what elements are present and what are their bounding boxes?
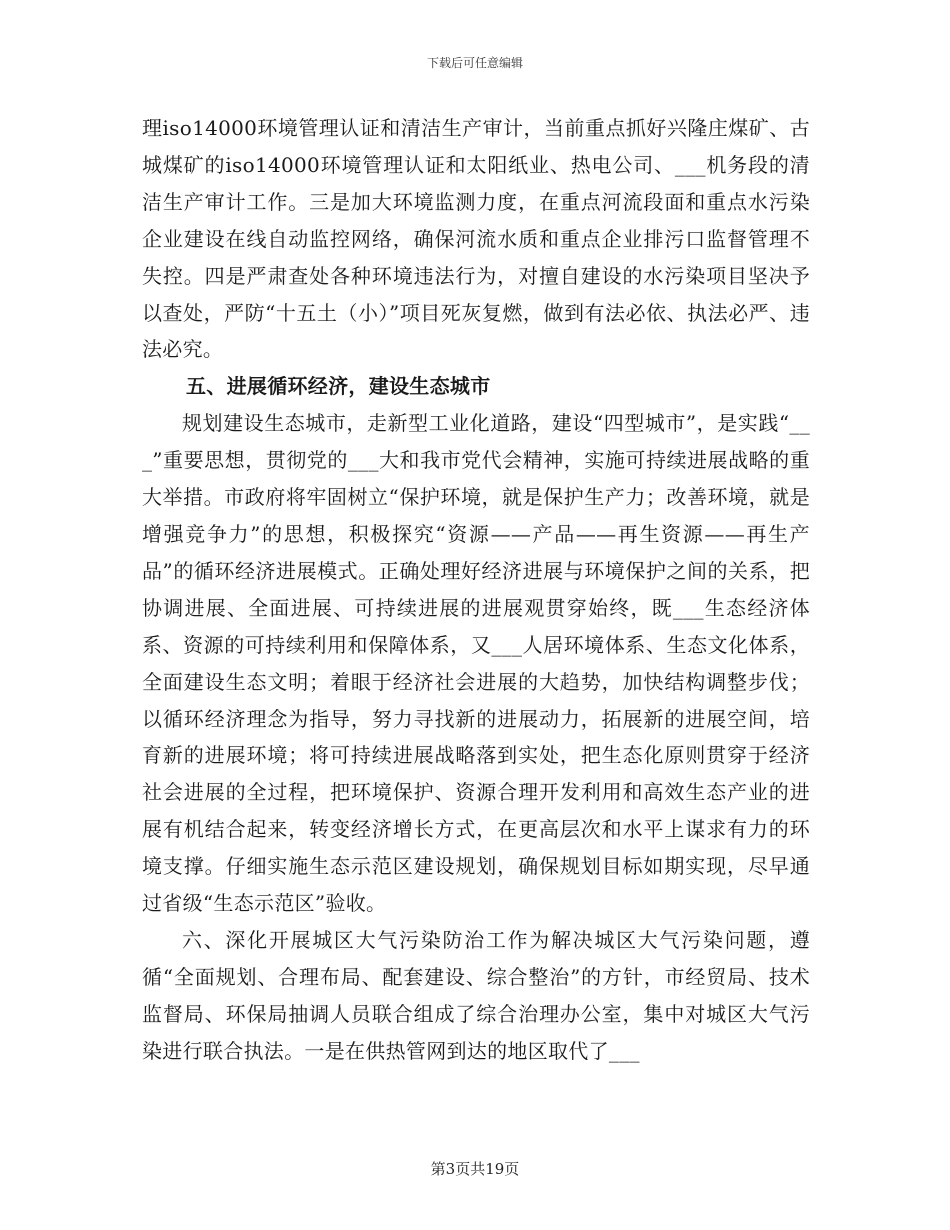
page-number-footer: 第3页共19页 [430, 1160, 520, 1178]
paragraph-ecological-city: 规划建设生态城市，走新型工业化道路，建设“四型城市”，是实践“___”重要思想，贯彻党的___大和我市党代会精神，实施可持续进展战略的重大举措。市政府将牢固树立“保护环境，就是保护生产力；改善环境，就是增强竞争力”的思想，积极探究“资源——产品——再生资源——再生产品”的循环经济进展模式。正确处理好经济进展与环境保护之间的关系，把协调进展、全面进展、可持续进展的进展观贯穿始终，既___生态经济体系、资源的可持续利用和保障体系，又___人居环境体系、生态文化体系，全面建设生态文明；着眼于经济社会进展的大趋势，加快结构调整步伐；以循环经济理念为指导，努力寻找新的进展动力，拓展新的进展空间，培育新的进展环境；将可持续进展战略落到实处，把生态化原则贯穿于经济社会进展的全过程，把环境保护、资源合理开发利用和高效生态产业的进展有机结合起来，转变经济增长方式，在更高层次和水平上谋求有力的环境支撑。仔细实施生态示范区建设规划，确保规划目标如期实现，尽早通过省级“生态示范区”验收。 [142, 411, 810, 916]
paragraph-air-pollution: 六、深化开展城区大气污染防治工作为解决城区大气污染问题，遵循“全面规划、合理布局、配套建设、综合整治”的方针，市经贸局、技术监督局、环保局抽调人员联合组成了综合治理办公室，集中对城区大气污染进行联合执法。一是在供热管网到达的地区取代了___ [142, 927, 810, 1063]
document-body [142, 110, 810, 1070]
section-heading-five: 五、进展循环经济，建设生态城市 [186, 374, 491, 399]
page-header: 下载后可任意编辑 [426, 56, 523, 70]
paragraph-environment-management: 理iso14000环境管理认证和清洁生产审计，当前重点抓好兴隆庄煤矿、古城煤矿的iso14000环境管理认证和太阳纸业、热电公司、___机务段的清洁生产审计工作。三是加大环境监测力度，在重点河流段面和重点水污染企业建设在线自动监控网络，确保河流水质和重点企业排污口监督管理不失控。四是严肃查处各种环境违法行为，对擅自建设的水污染项目坚决予以查处，严防“十五土（小）”项目死灰复燃，做到有法必依、执法必严、违法必究。 [142, 116, 810, 362]
